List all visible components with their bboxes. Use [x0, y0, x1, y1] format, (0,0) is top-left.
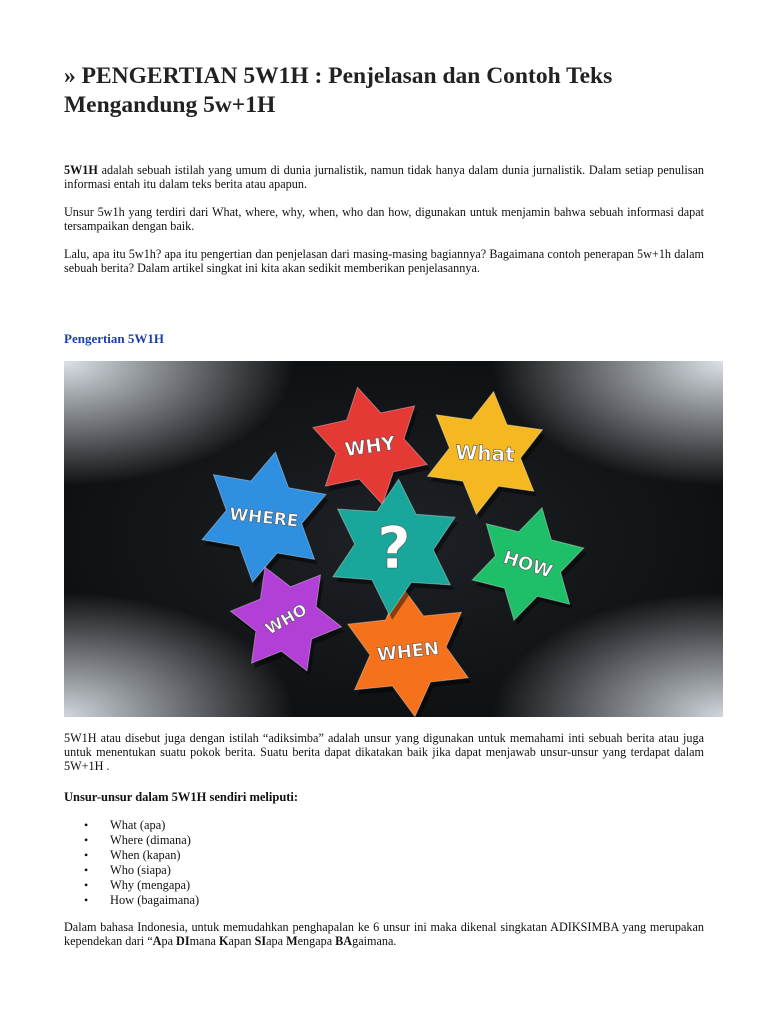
adiksimba-word: pa — [161, 934, 177, 948]
star-label: WHO — [262, 599, 311, 639]
adiksimba-letter: M — [286, 934, 298, 948]
list-item: • Why (mengapa) — [64, 878, 199, 893]
list-item: • Who (siapa) — [64, 863, 199, 878]
adiksimba-paragraph — [64, 920, 704, 948]
star-label: WHY — [343, 432, 397, 462]
adiksimba-lead: Dalam bahasa Indonesia, untuk memudahkan penghapalan ke 6 unsur ini maka dikenal singkatan ADIKSIMBA yang merupakan kependekan dari “ — [64, 920, 704, 948]
adiksimba-letter: K — [219, 934, 229, 948]
adiksimba-letter: A — [152, 934, 162, 948]
star-label: What — [454, 440, 516, 467]
section-heading: Pengertian 5W1H — [64, 331, 165, 346]
list-item: • When (kapan) — [64, 848, 199, 863]
intro-paragraph-2: Unsur 5w1h yang terdiri dari What, where, why, when, who dan how, digunakan untuk menjamin bahwa sebuah informasi dapat tersampaikan dengan baik. — [64, 205, 704, 233]
adiksimba-word: apa — [266, 934, 287, 948]
star-label: HOW — [500, 547, 555, 583]
star-label: WHERE — [228, 504, 300, 532]
list-title: Unsur-unsur dalam 5W1H sendiri meliputi: — [64, 790, 299, 804]
intro-paragraph-3: Lalu, apa itu 5w1h? apa itu pengertian dan penjelasan dari masing-masing bagiannya? Bagaimana contoh penerapan 5w+1h dalam sebuah berita? Dalam artikel singkat ini kita akan sedikit memberikan penjelasannya. — [64, 247, 704, 275]
5w1h-illustration — [64, 361, 723, 717]
center-star-label: ? — [377, 513, 411, 582]
list-item: • What (apa) — [64, 818, 199, 833]
article-title: » PENGERTIAN 5W1H : Penjelasan dan Contoh Teks Mengandung 5w+1H — [64, 63, 613, 118]
adiksimba-word: gaimana. — [352, 934, 397, 948]
5w1h-illustration-svg — [64, 361, 723, 717]
adiksimba-letter: DI — [176, 934, 190, 948]
star-label: WHEN — [376, 638, 441, 666]
adiksimba-word: engapa — [297, 934, 336, 948]
intro-paragraph-1 — [64, 163, 704, 191]
unsur-list — [64, 818, 199, 908]
list-item: • Where (dimana) — [64, 833, 199, 848]
adiksimba-word: apan — [228, 934, 255, 948]
adiksimba-letter: BA — [335, 934, 353, 948]
definition-paragraph: 5W1H atau disebut juga dengan istilah “adiksimba” adalah unsur yang digunakan untuk memahami inti sebuah berita atau juga untuk menentukan suatu pokok berita. Suatu berita dapat dikatakan baik jika dapat menjawab unsur-unsur yang terdapat dalam 5W+1H . — [64, 731, 704, 773]
adiksimba-letter: SI — [254, 934, 267, 948]
list-item: • How (bagaimana) — [64, 893, 199, 908]
intro-term: 5W1H — [64, 163, 98, 177]
adiksimba-word: mana — [189, 934, 220, 948]
intro-paragraph-1-text: adalah sebuah istilah yang umum di dunia jurnalistik, namun tidak hanya dalam dunia jurnalistik. Dalam setiap penulisan informasi entah itu dalam teks berita atau apapun. — [64, 163, 704, 191]
